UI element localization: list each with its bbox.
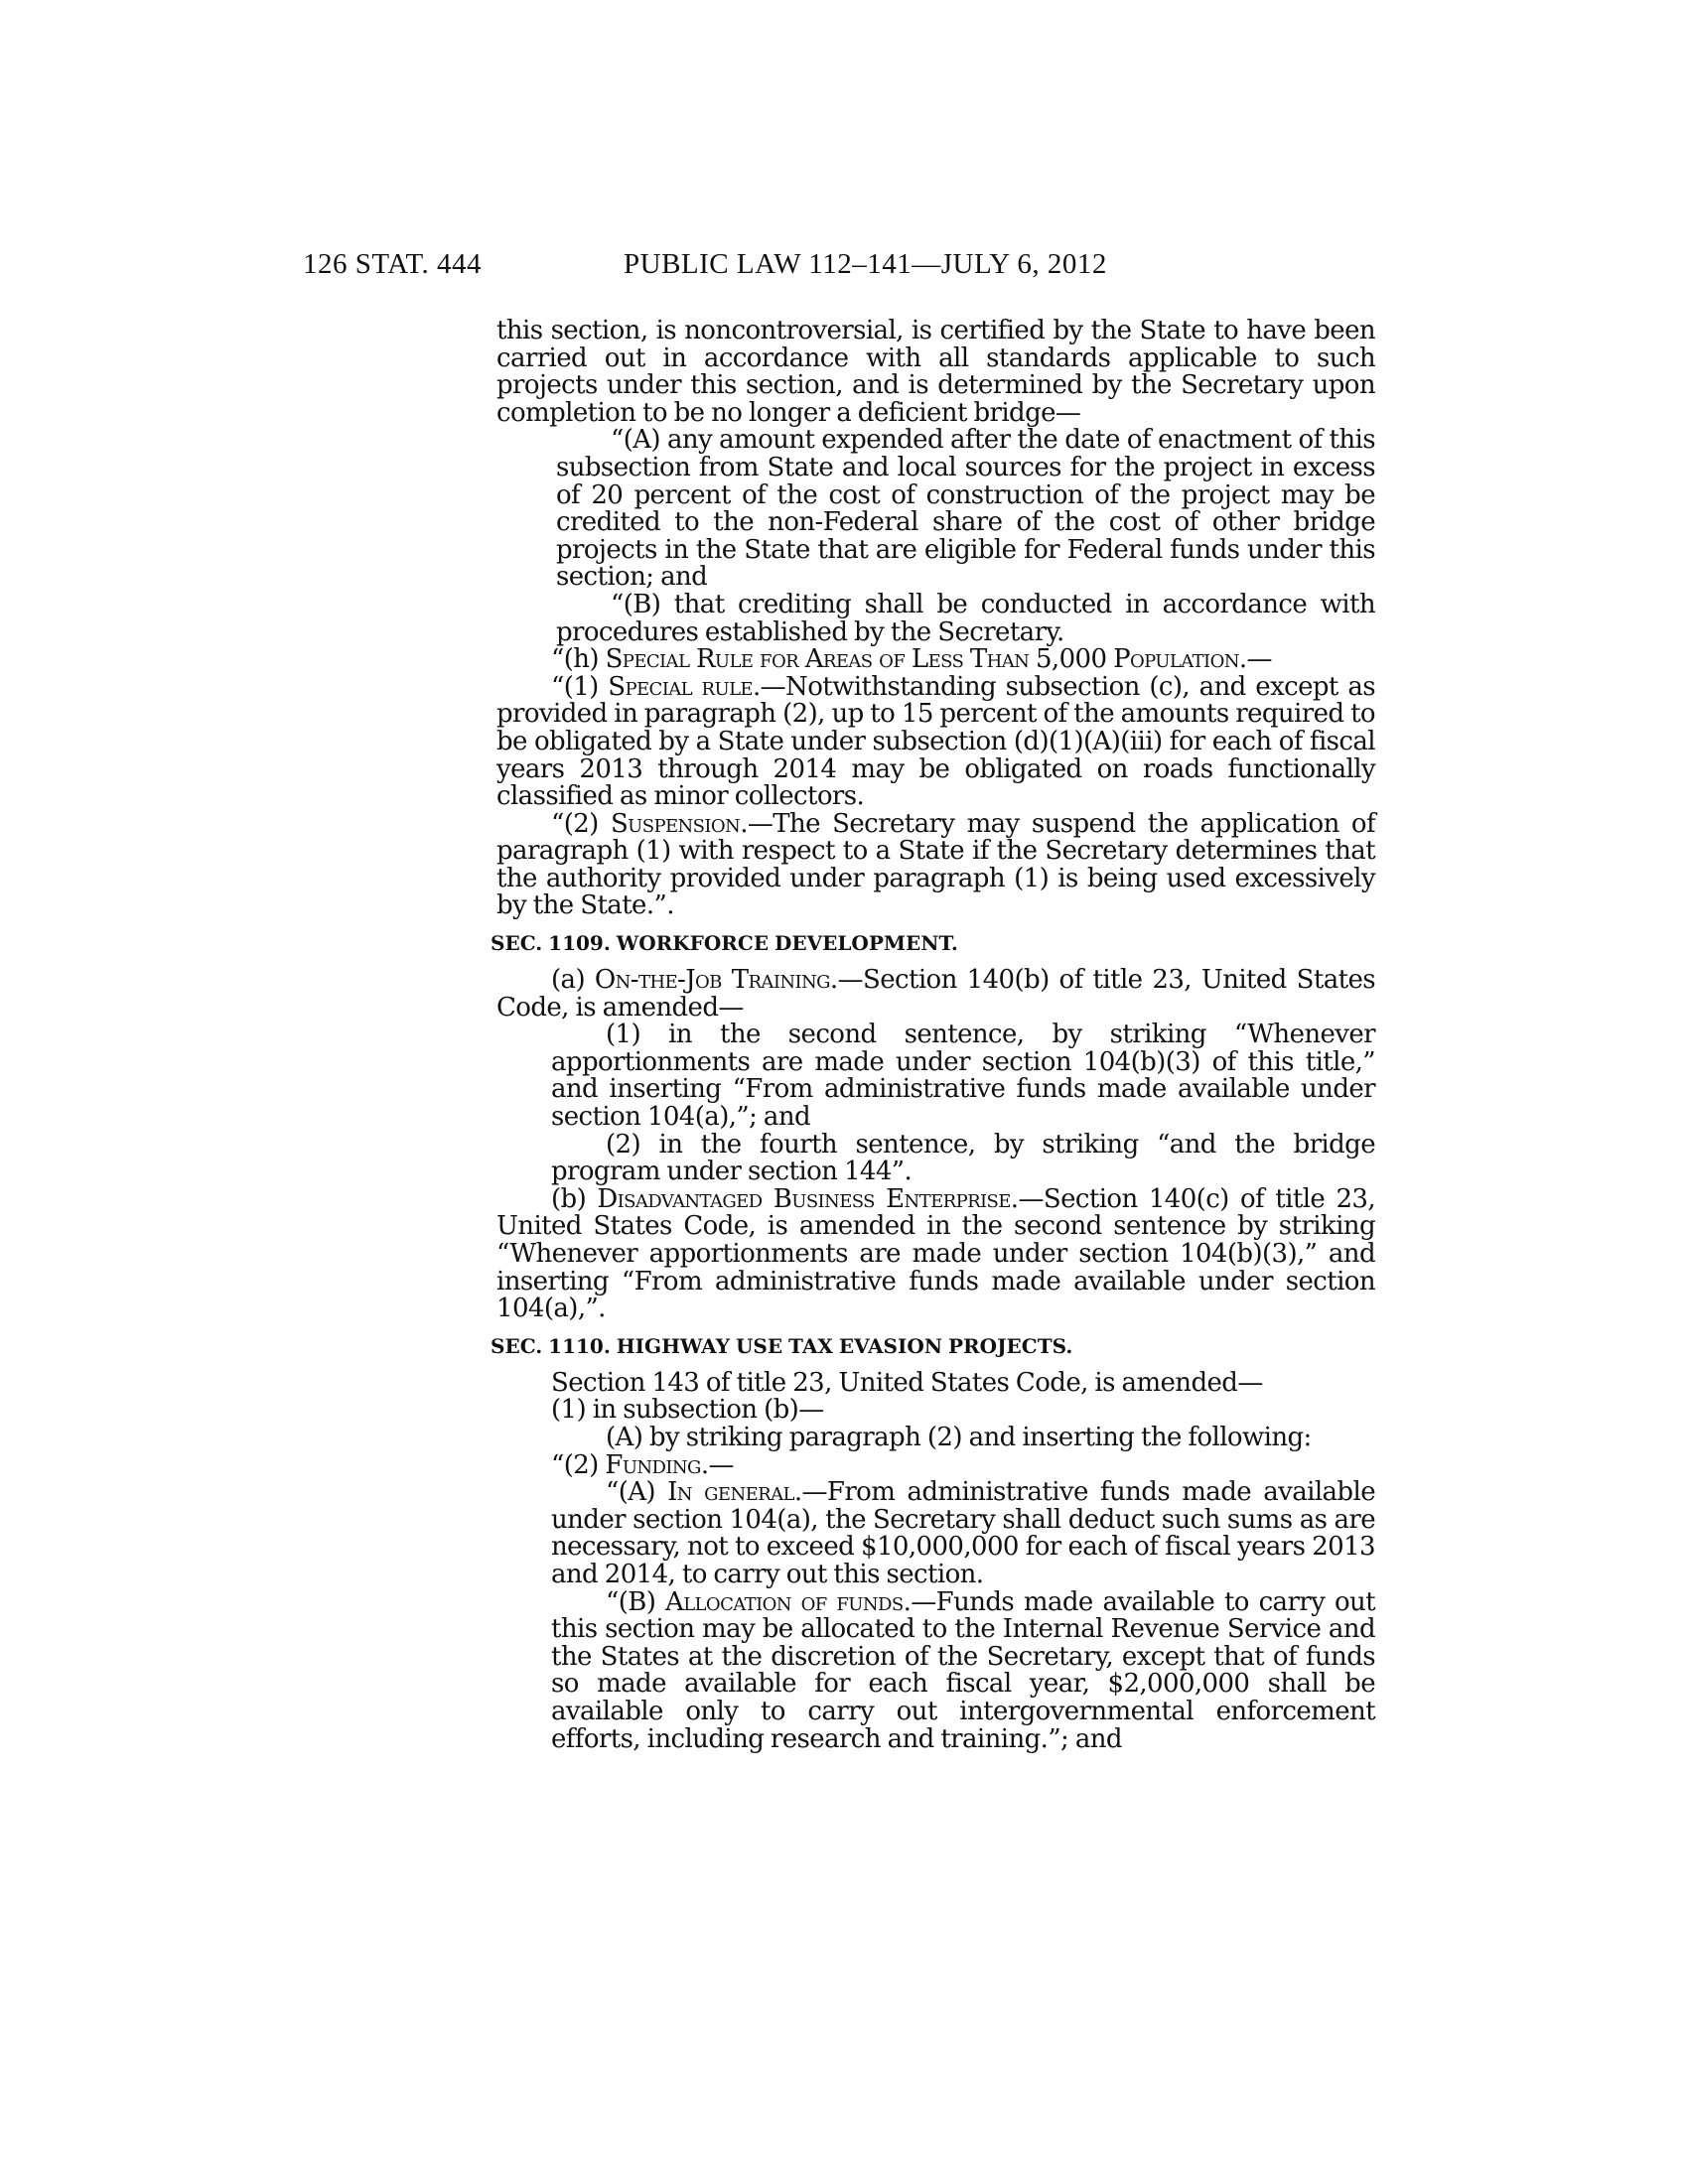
subsection-h-dash: — — [1246, 644, 1272, 675]
sec1109-a-text: —Section 140(b) of title 23, United States Code, is amended— — [496, 965, 1375, 1023]
h1-heading: Special rule. — [608, 671, 761, 702]
funding-heading: Funding. — [605, 1449, 709, 1480]
h2-prefix: “(2) — [551, 808, 611, 839]
funding-B-prefix: “(B) — [606, 1586, 666, 1617]
paragraph-continuation: this section, is noncontroversial, is certified by the State to have been carried out in accordance with all standards applicable to such projects under this section, and is determined by the Secretary upon completion to be no longer a deficient bridge— — [496, 316, 1375, 428]
paragraph-B: “(B) that crediting shall be conducted in accordance with procedures established by the Secretary. — [556, 589, 1375, 647]
section-1109-a-2: (2) in the fourth sentence, by striking “and the bridge program under section 144”. — [551, 1129, 1375, 1187]
h1-text: —Notwithstanding subsection (c), and except as provided in paragraph (2), up to 15 percent of the amounts required to be obligated by a State under subsection (d)(1)(A)(iii) for each of fiscal years 2013 through 2014 may be obligated on roads functionally classified as minor collectors. — [496, 671, 1375, 812]
section-1110-1-A: (A) by striking paragraph (2) and inserting the following: — [606, 1422, 1312, 1452]
subsection-h — [496, 646, 1375, 674]
section-1110-1: (1) in subsection (b)— — [551, 1395, 824, 1426]
sec1109-b-prefix: (b) — [551, 1183, 598, 1214]
h2-text: —The Secretary may suspend the application of paragraph (1) with respect to a State if the Secretary determines that the authority provided under paragraph (1) is being used excessively by the State.”. — [496, 808, 1375, 921]
section-1109-a — [496, 967, 1375, 1022]
section-1110-intro: Section 143 of title 23, United States Code, is amended— — [551, 1367, 1263, 1398]
section-1109-a-1: (1) in the second sentence, by striking “Whenever apportionments are made under section 104(b)(3) of this title,” and inserting “From administrative funds made available under section 104(a),”; and — [551, 1020, 1375, 1133]
subsection-h-heading: Special Rule for Areas of Less Than 5,000 Population. — [605, 644, 1247, 675]
subsection-h-paragraph-2 — [496, 808, 1375, 921]
subsection-h-paragraph-1 — [496, 671, 1375, 812]
statute-text — [491, 316, 1376, 1754]
funding-paragraph — [496, 1449, 1375, 1480]
page-header — [303, 248, 1375, 284]
funding-B — [496, 1586, 1375, 1754]
public-law-title: PUBLIC LAW 112–141—JULY 6, 2012 — [624, 248, 1107, 280]
funding-prefix: “(2) — [551, 1449, 606, 1480]
section-1110-heading: SEC. 1110. HIGHWAY USE TAX EVASION PROJECTS. — [491, 1333, 1073, 1358]
sec1109-b-text: —Section 140(c) of title 23, United States Code, is amended in the second sentence by striking “Whenever apportionments are made under section 104(b)(3),” and inserting “From administrative funds made available under section 104(a),”. — [496, 1183, 1376, 1324]
h2-heading: Suspension. — [610, 808, 748, 839]
funding-A-heading: In general. — [667, 1477, 802, 1508]
section-1109-heading: SEC. 1109. WORKFORCE DEVELOPMENT. — [491, 931, 958, 956]
section-1109-b — [496, 1183, 1376, 1324]
funding-A-text: —From administrative funds made available under section 104(a), the Secretary shall deduct such sums as are necessary, not to exceed $10,000,000 for each of fiscal years 2013 and 2014, to carry out this section. — [551, 1477, 1375, 1589]
sec1109-a-heading: On-the-Job Training. — [594, 965, 838, 996]
funding-B-heading: Allocation of funds. — [665, 1586, 912, 1617]
funding-A-prefix: “(A) — [606, 1477, 668, 1508]
funding-B-text: —Funds made available to carry out this section may be allocated to the Internal Revenue Service and the States at the discretion of the Secretary, except that of funds so made available for each fiscal year, $2,000,000 shall be available only to carry out intergovernmental enforcement efforts, including research and training.”; and — [551, 1586, 1375, 1754]
subsection-h-prefix: “(h) — [551, 644, 606, 675]
funding-dash: — — [708, 1449, 734, 1480]
h1-prefix: “(1) — [551, 671, 609, 702]
sec1109-a-prefix: (a) — [551, 965, 595, 996]
sec1109-b-heading: Disadvantaged Business Enterprise. — [597, 1183, 1019, 1214]
paragraph-A: “(A) any amount expended after the date of enactment of this subsection from State and local sources for the project in excess of 20 percent of the cost of construction of the project may be credited to the non-Federal share of the cost of other bridge projects in the State that are eligible for Federal funds under this section; and — [556, 425, 1375, 593]
funding-A — [496, 1479, 1375, 1588]
statute-page-reference: 126 STAT. 444 — [303, 248, 483, 280]
